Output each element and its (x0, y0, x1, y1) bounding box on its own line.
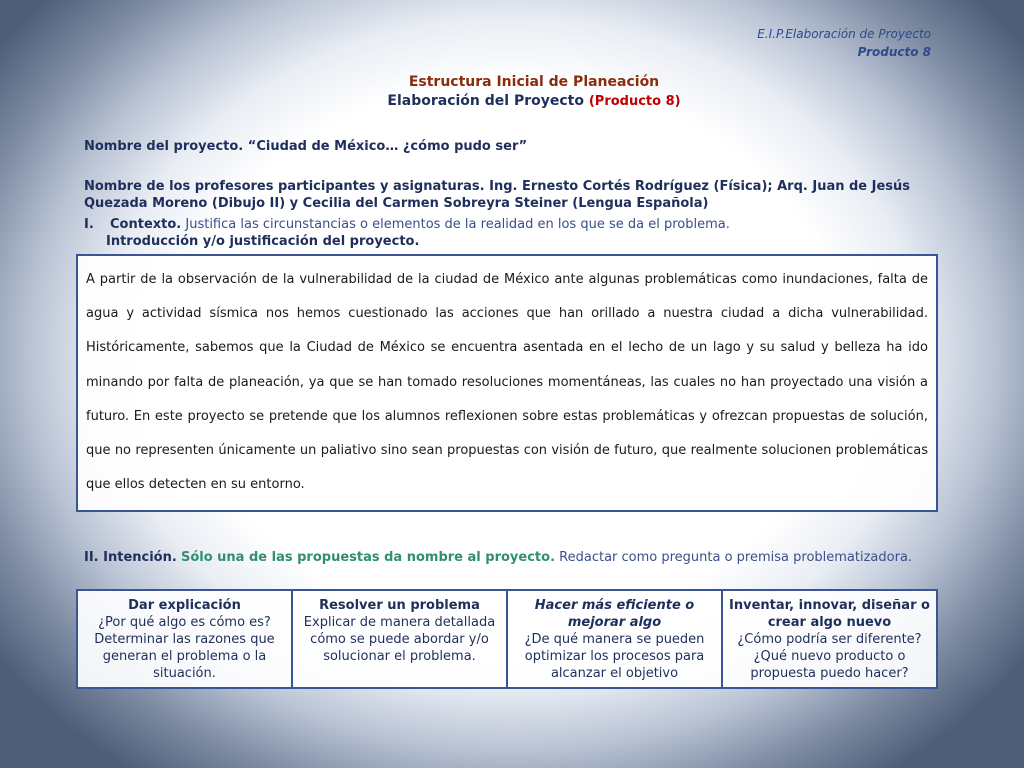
option-heading: Inventar, innovar, diseñar o crear algo nuevo (729, 598, 930, 630)
context-subtitle: Introducción y/o justificación del proyecto. (106, 234, 420, 249)
intention-section (84, 550, 912, 565)
intention-label: II. Intención. (84, 550, 177, 565)
option-heading: Hacer más eficiente o mejorar algo (534, 598, 695, 630)
professors: Nombre de los profesores participantes y asignaturas. Ing. Ernesto Cortés Rodríguez (Física); Arq. Juan de Jesús Quezada Moreno (Dibujo II) y Cecilia del Carmen Sobreyra Steiner (Lengua Española) (84, 179, 911, 211)
project-name: Nombre del proyecto. “Ciudad de México… ¿cómo pudo ser” (84, 139, 528, 154)
option-body: ¿De qué manera se pueden optimizar los procesos para alcanzar el objetivo (524, 632, 705, 681)
context-text: A partir de la observación de la vulnerabilidad de la ciudad de México ante algunas problemáticas como inundaciones, falta de agua y actividad sísmica nos hemos cuestionado las acciones que han orillado a nuestra ciudad a dicha vulnerabilidad. Históricamente, sabemos que la Ciudad de México se encuentra asentada en el lecho de un lago y su salud y belleza ha ido minando por falta de planeación, ya que se han tomado resoluciones momentáneas, las cuales no han proyectado una visión a futuro. En este proyecto se pretende que los alumnos reflexionen sobre estas problemáticas y ofrezcan propuestas de solución, que no representen únicamente un paliativo sino sean propuestas con visión de futuro, que realmente solucionen problemáticas que ellos detecten en su entorno. (86, 272, 928, 493)
context-label: Contexto. (110, 217, 182, 232)
option-improve (507, 590, 722, 688)
subtitle-text: Elaboración del Proyecto (387, 93, 584, 109)
page-subtitle (0, 93, 1024, 109)
context-section (84, 216, 944, 250)
option-heading: Resolver un problema (319, 598, 480, 613)
option-body: ¿Cómo podría ser diferente? ¿Qué nuevo producto o propuesta puedo hacer? (737, 632, 922, 681)
context-description: Justifica las circunstancias o elementos de la realidad en los que se da el problema. (185, 217, 730, 232)
header-subject: E.I.P.Elaboración de Proyecto (757, 27, 931, 41)
options-table (76, 589, 938, 689)
option-solve (292, 590, 507, 688)
option-body: ¿Por qué algo es cómo es? Determinar las razones que generan el problema o la situación. (94, 615, 275, 681)
option-body: Explicar de manera detallada cómo se puede abordar y/o solucionar el problema. (303, 615, 496, 664)
options-row (77, 590, 937, 688)
header-product: Producto 8 (857, 45, 931, 59)
option-explain (77, 590, 292, 688)
page-title: Estructura Inicial de Planeación (408, 74, 660, 90)
context-text-box (76, 254, 938, 512)
context-number: I. (84, 217, 94, 232)
option-innovate (722, 590, 937, 688)
intention-description: Redactar como pregunta o premisa problematizadora. (559, 550, 913, 565)
subtitle-product: (Producto 8) (588, 94, 681, 109)
option-heading: Dar explicación (128, 598, 241, 613)
intention-highlight: Sólo una de las propuestas da nombre al proyecto. (180, 550, 556, 565)
